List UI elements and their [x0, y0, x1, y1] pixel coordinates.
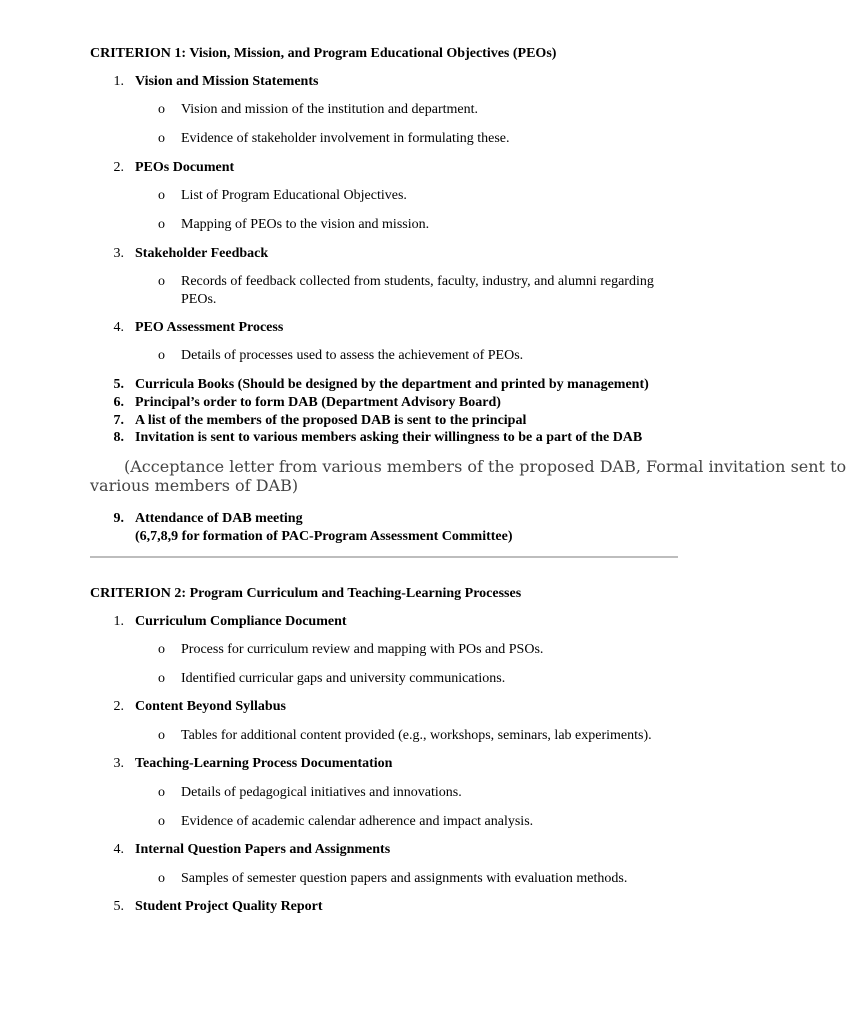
bullet-icon: o [158, 671, 165, 686]
c2-item1-bullet1: Process for curriculum review and mapping with POs and PSOs. [181, 642, 544, 657]
c1-item5-title: Curricula Books (Should be designed by the department and printed by management) [135, 377, 649, 392]
c2-item1-number: 1. [113, 614, 124, 629]
c1-item2-bullet2: Mapping of PEOs to the vision and mission. [181, 217, 430, 232]
bullet-icon: o [158, 728, 165, 743]
c2-item2-title: Content Beyond Syllabus [135, 699, 286, 714]
c2-item3-number: 3. [113, 756, 124, 771]
c1-item3-bullet1-line1: Records of feedback collected from students, faculty, industry, and alumni regarding [181, 274, 654, 289]
c1-item7-number: 7. [113, 413, 124, 428]
c1-item3-number: 3. [113, 246, 124, 261]
c1-item6-number: 6. [113, 395, 124, 410]
bullet-icon: o [158, 814, 165, 829]
c2-item5-title: Student Project Quality Report [135, 899, 323, 914]
c1-item7-title: A list of the members of the proposed DAB is sent to the principal [135, 413, 527, 428]
bullet-icon: o [158, 871, 165, 886]
c1-item1-bullet2: Evidence of stakeholder involvement in formulating these. [181, 131, 510, 146]
c1-note-line1: (Acceptance letter from various members of the proposed DAB, Formal invitation sent to [124, 457, 846, 476]
c1-note-line2: various members of DAB) [90, 476, 299, 495]
c2-item2-bullet1: Tables for additional content provided (e.g., workshops, seminars, lab experiments). [181, 728, 652, 743]
c1-item4-title: PEO Assessment Process [135, 320, 284, 335]
c2-item4-bullet1: Samples of semester question papers and assignments with evaluation methods. [181, 871, 628, 886]
c2-item4-number: 4. [113, 842, 124, 857]
bullet-icon: o [158, 785, 165, 800]
c1-item1-bullet1: Vision and mission of the institution and department. [181, 102, 479, 117]
criterion1-heading: CRITERION 1: Vision, Mission, and Program Educational Objectives (PEOs) [90, 46, 557, 61]
bullet-icon: o [158, 102, 165, 117]
c2-item4-title: Internal Question Papers and Assignments [135, 842, 391, 857]
c1-item3-bullet1-line2: PEOs. [181, 292, 217, 307]
bullet-icon: o [158, 642, 165, 657]
c1-item8-title: Invitation is sent to various members asking their willingness to be a part of the DAB [135, 430, 643, 445]
c1-item4-number: 4. [113, 320, 124, 335]
c2-item3-bullet2: Evidence of academic calendar adherence and impact analysis. [181, 814, 534, 829]
c1-item9-subtitle: (6,7,8,9 for formation of PAC-Program Assessment Committee) [135, 529, 513, 544]
c1-item5-number: 5. [113, 377, 124, 392]
c1-item4-bullet1: Details of processes used to assess the achievement of PEOs. [181, 348, 524, 363]
c2-item3-bullet1: Details of pedagogical initiatives and innovations. [181, 785, 462, 800]
c1-item3-title: Stakeholder Feedback [135, 246, 269, 261]
bullet-icon: o [158, 188, 165, 203]
c1-item6-title: Principal’s order to form DAB (Department Advisory Board) [135, 395, 501, 410]
bullet-icon: o [158, 348, 165, 363]
c1-item2-number: 2. [113, 160, 124, 175]
c2-item1-bullet2: Identified curricular gaps and university communications. [181, 671, 506, 686]
c1-item9-title: Attendance of DAB meeting [135, 511, 303, 526]
c1-item2-title: PEOs Document [135, 160, 235, 175]
section-divider [90, 556, 678, 558]
c2-item2-number: 2. [113, 699, 124, 714]
c1-item8-number: 8. [113, 430, 124, 445]
c1-item1-number: 1. [113, 74, 124, 89]
c1-item9-number: 9. [113, 511, 124, 526]
bullet-icon: o [158, 217, 165, 232]
criterion2-heading: CRITERION 2: Program Curriculum and Teaching-Learning Processes [90, 586, 522, 601]
bullet-icon: o [158, 131, 165, 146]
c2-item1-title: Curriculum Compliance Document [135, 614, 347, 629]
bullet-icon: o [158, 274, 165, 289]
c2-item3-title: Teaching-Learning Process Documentation [135, 756, 393, 771]
c2-item5-number: 5. [113, 899, 124, 914]
c1-item1-title: Vision and Mission Statements [135, 74, 319, 89]
c1-item2-bullet1: List of Program Educational Objectives. [181, 188, 407, 203]
